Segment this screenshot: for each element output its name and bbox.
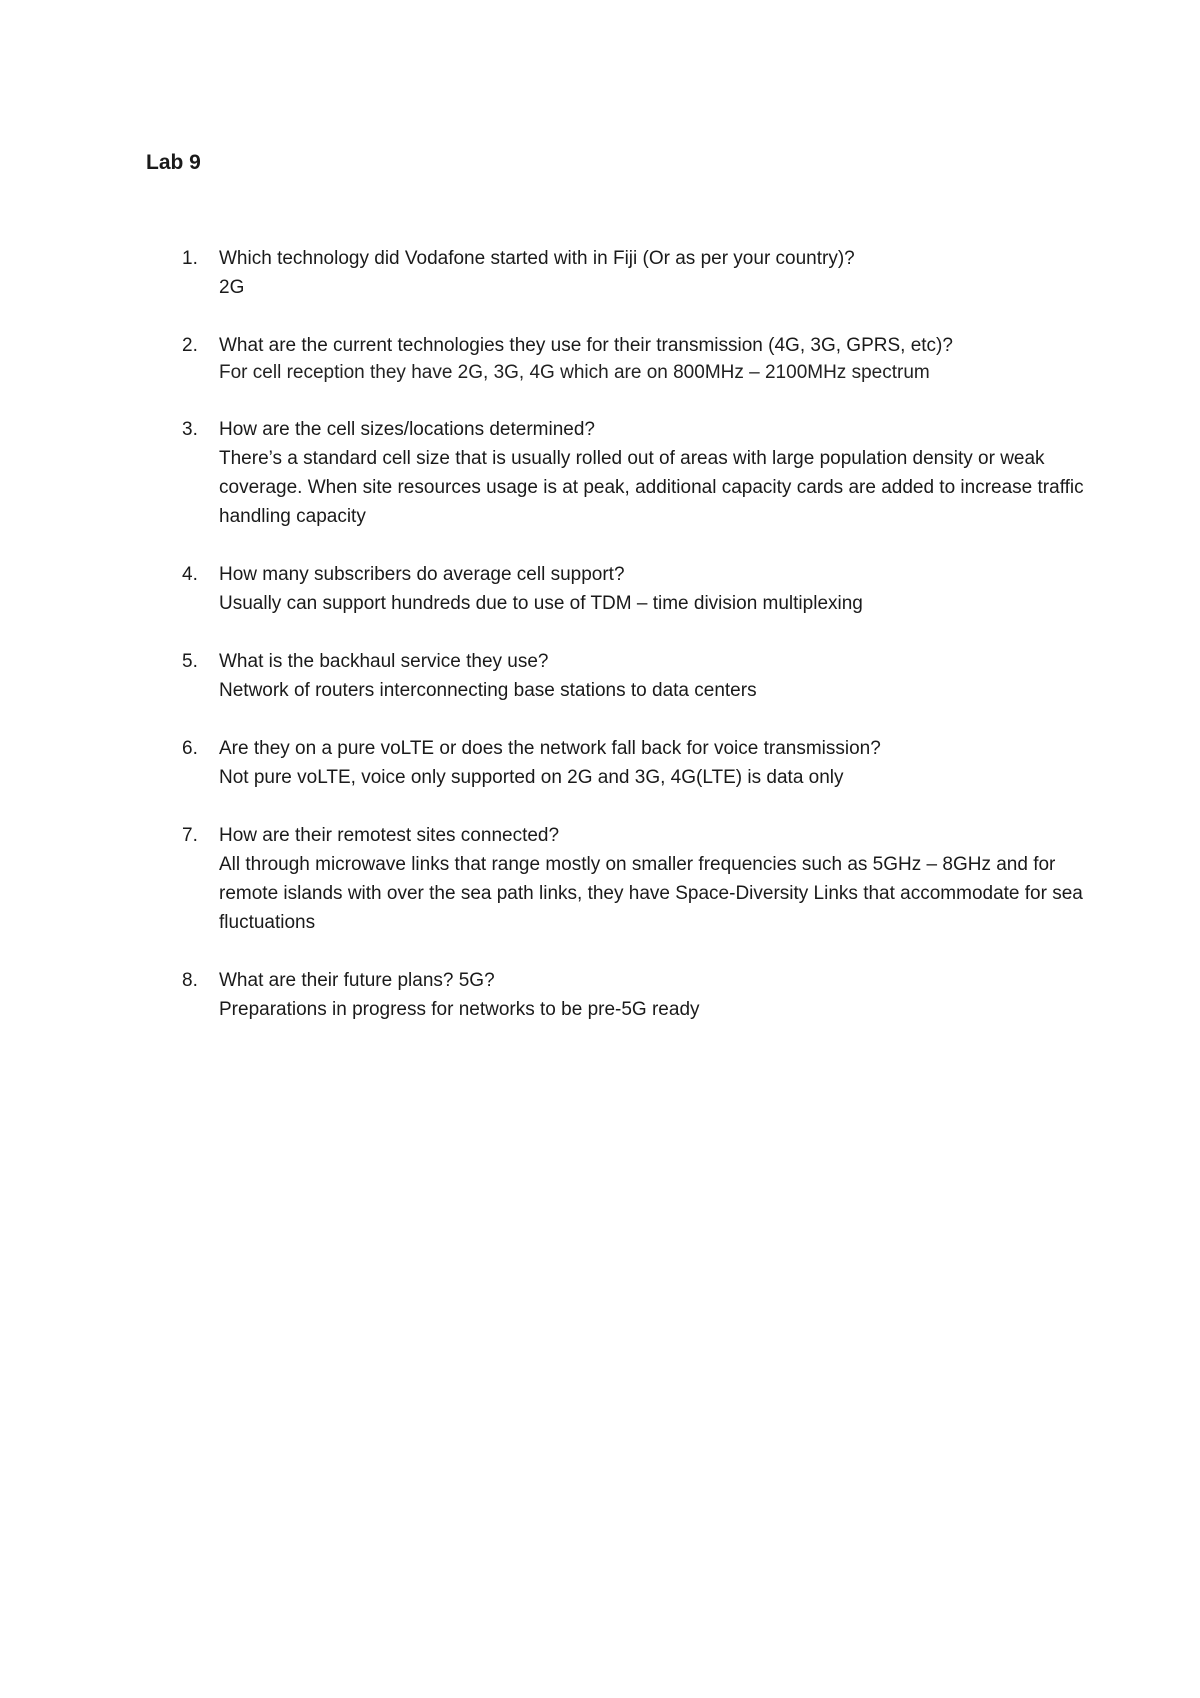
answer-text: For cell reception they have 2G, 3G, 4G which are on 800MHz – 2100MHz spectrum bbox=[219, 362, 930, 383]
item-number: 8. bbox=[182, 970, 198, 991]
question-list bbox=[146, 244, 1106, 1053]
item-number: 2. bbox=[182, 335, 198, 356]
item-number: 5. bbox=[182, 651, 198, 672]
answer-text: Not pure voLTE, voice only supported on 2G and 3G, 4G(LTE) is data only bbox=[219, 767, 844, 788]
list-item bbox=[146, 415, 1106, 531]
answer-text: Network of routers interconnecting base stations to data centers bbox=[219, 680, 757, 701]
question-text: Which technology did Vodafone started with in Fiji (Or as per your country)? bbox=[219, 248, 855, 269]
question-text: What is the backhaul service they use? bbox=[219, 651, 549, 672]
list-item bbox=[146, 734, 1106, 792]
list-item bbox=[146, 966, 1106, 1024]
question-text: What are their future plans? 5G? bbox=[219, 970, 495, 991]
answer-text: Usually can support hundreds due to use of TDM – time division multiplexing bbox=[219, 593, 863, 614]
answer-text: There’s a standard cell size that is usually rolled out of areas with large population density or weak coverage. When site resources usage is at peak, additional capacity cards are added to increase traffic handling capacity bbox=[219, 448, 1084, 527]
answer-text: Preparations in progress for networks to be pre-5G ready bbox=[219, 999, 700, 1020]
answer-text: 2G bbox=[219, 277, 245, 298]
item-number: 3. bbox=[182, 419, 198, 440]
list-item bbox=[146, 821, 1106, 937]
question-text: Are they on a pure voLTE or does the network fall back for voice transmission? bbox=[219, 738, 881, 759]
list-item bbox=[146, 244, 1106, 302]
question-text: How are their remotest sites connected? bbox=[219, 825, 560, 846]
question-text: What are the current technologies they use for their transmission (4G, 3G, GPRS, etc)? bbox=[219, 335, 953, 356]
item-number: 1. bbox=[182, 248, 198, 269]
list-item bbox=[146, 560, 1106, 618]
item-number: 7. bbox=[182, 825, 198, 846]
question-text: How many subscribers do average cell support? bbox=[219, 564, 625, 585]
item-number: 6. bbox=[182, 738, 198, 759]
document-title: Lab 9 bbox=[146, 151, 201, 174]
item-number: 4. bbox=[182, 564, 198, 585]
answer-text: All through microwave links that range mostly on smaller frequencies such as 5GHz – 8GHz and for remote islands with over the sea path links, they have Space-Diversity Links that accommodate for sea fluctuations bbox=[219, 854, 1083, 933]
list-item bbox=[146, 331, 1106, 386]
list-item bbox=[146, 647, 1106, 705]
question-text: How are the cell sizes/locations determined? bbox=[219, 419, 595, 440]
